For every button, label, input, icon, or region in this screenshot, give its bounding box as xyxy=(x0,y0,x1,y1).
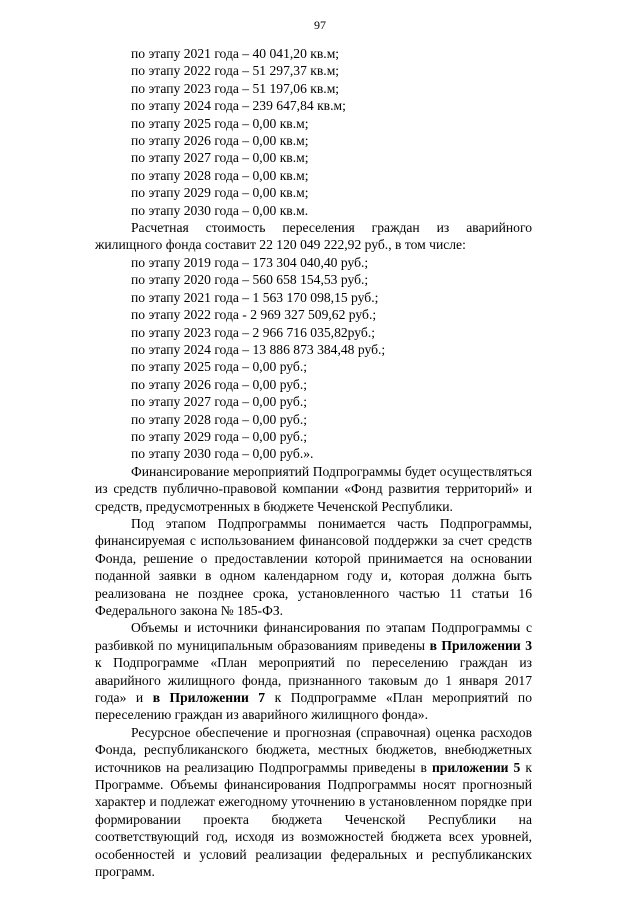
list-item: по этапу 2026 года – 0,00 руб.; xyxy=(131,376,308,392)
appendix-7-reference: в Приложении 7 xyxy=(152,690,266,706)
list-item: по этапу 2030 года – 0,00 кв.м. xyxy=(131,202,309,218)
list-item: по этапу 2028 года – 0,00 руб.; xyxy=(131,411,308,427)
list-item: по этапу 2028 года – 0,00 кв.м; xyxy=(131,167,309,183)
resources-text-1: Ресурсное обеспечение и прогнозная (справочная) оценка расходов Фонда, республиканского бюджета, местных бюджетов, внебюджетных источников на реализацию Подпрограммы приведены в xyxy=(95,724,532,775)
list-item: по этапу 2020 года – 560 658 154,53 руб.; xyxy=(131,272,369,288)
volumes-text-1: Объемы и источники финансирования по этапам Подпрограммы с разбивкой по муниципальным образованиям приведены xyxy=(95,620,532,653)
volumes-paragraph xyxy=(95,619,532,723)
list-item: по этапу 2029 года – 0,00 руб.; xyxy=(131,428,308,444)
appendix-3-reference: в Приложении 3 xyxy=(429,637,533,653)
list-item: по этапу 2026 года – 0,00 кв.м; xyxy=(131,133,309,149)
list-item: по этапу 2023 года – 2 966 716 035,82руб.; xyxy=(131,324,375,340)
financing-paragraph: Финансирование мероприятий Подпрограммы будет осуществляться из средств публично-правовой компании «Фонд развития территорий» и средств, предусмотренных в бюджете Чеченской Республики. xyxy=(95,463,532,514)
list-item: по этапу 2022 года – 51 297,37 кв.м; xyxy=(131,63,340,79)
list-item: по этапу 2027 года – 0,00 кв.м; xyxy=(131,150,309,166)
page-number: 97 xyxy=(314,18,326,32)
list-item: по этапу 2023 года – 51 197,06 кв.м; xyxy=(131,80,340,96)
page-content xyxy=(95,45,532,881)
list-item: по этапу 2030 года – 0,00 руб.». xyxy=(131,446,314,462)
list-item: по этапу 2019 года – 173 304 040,40 руб.; xyxy=(131,254,369,270)
resources-text-2: к Программе. Объемы финансирования Подпрограммы носят прогнозный характер и подлежат ежегодному уточнению в установленном порядке при формировании проекта бюджета Чеченской Республики на соответствующий год, исходя из возможностей бюджета всех уровней, особенностей и условий реализации федеральных и республиканских программ. xyxy=(95,759,532,880)
list-item: по этапу 2021 года – 40 041,20 кв.м; xyxy=(131,46,340,61)
area-stages-list xyxy=(95,45,532,219)
list-item: по этапу 2029 года – 0,00 кв.м; xyxy=(131,185,309,201)
list-item: по этапу 2024 года – 13 886 873 384,48 руб.; xyxy=(131,341,386,357)
list-item: по этапу 2024 года – 239 647,84 кв.м; xyxy=(131,98,346,114)
list-item: по этапу 2027 года – 0,00 руб.; xyxy=(131,394,308,410)
stage-definition-paragraph: Под этапом Подпрограммы понимается часть Подпрограммы, финансируемая с использованием финансовой поддержки за счет средств Фонда, решение о предоставлении которой принимается на основании поданной заявки в одном календарном году и, которая должна быть реализована не позднее срока, установленного частью 11 статьи 16 Федерального закона № 185-ФЗ. xyxy=(95,515,532,618)
list-item: по этапу 2022 года - 2 969 327 509,62 руб.; xyxy=(131,307,377,323)
volumes-text-2: к Подпрограмме «План мероприятий по переселению граждан из аварийного жилищного фонда, признанного таковым до 1 января 2017 года» и xyxy=(95,655,532,706)
appendix-5-reference: приложении 5 xyxy=(431,759,521,775)
resources-paragraph xyxy=(95,724,532,881)
cost-intro-paragraph: Расчетная стоимость переселения граждан из аварийного жилищного фонда составит 22 120 049 222,92 руб., в том числе: xyxy=(95,220,532,253)
list-item: по этапу 2025 года – 0,00 руб.; xyxy=(131,359,308,375)
volumes-text-3: к Подпрограмме «План мероприятий по переселению граждан из аварийного жилищного фонда». xyxy=(95,690,532,723)
list-item: по этапу 2021 года – 1 563 170 098,15 руб.; xyxy=(131,289,379,305)
list-item: по этапу 2025 года – 0,00 кв.м; xyxy=(131,115,309,131)
cost-stages-list xyxy=(95,254,532,463)
